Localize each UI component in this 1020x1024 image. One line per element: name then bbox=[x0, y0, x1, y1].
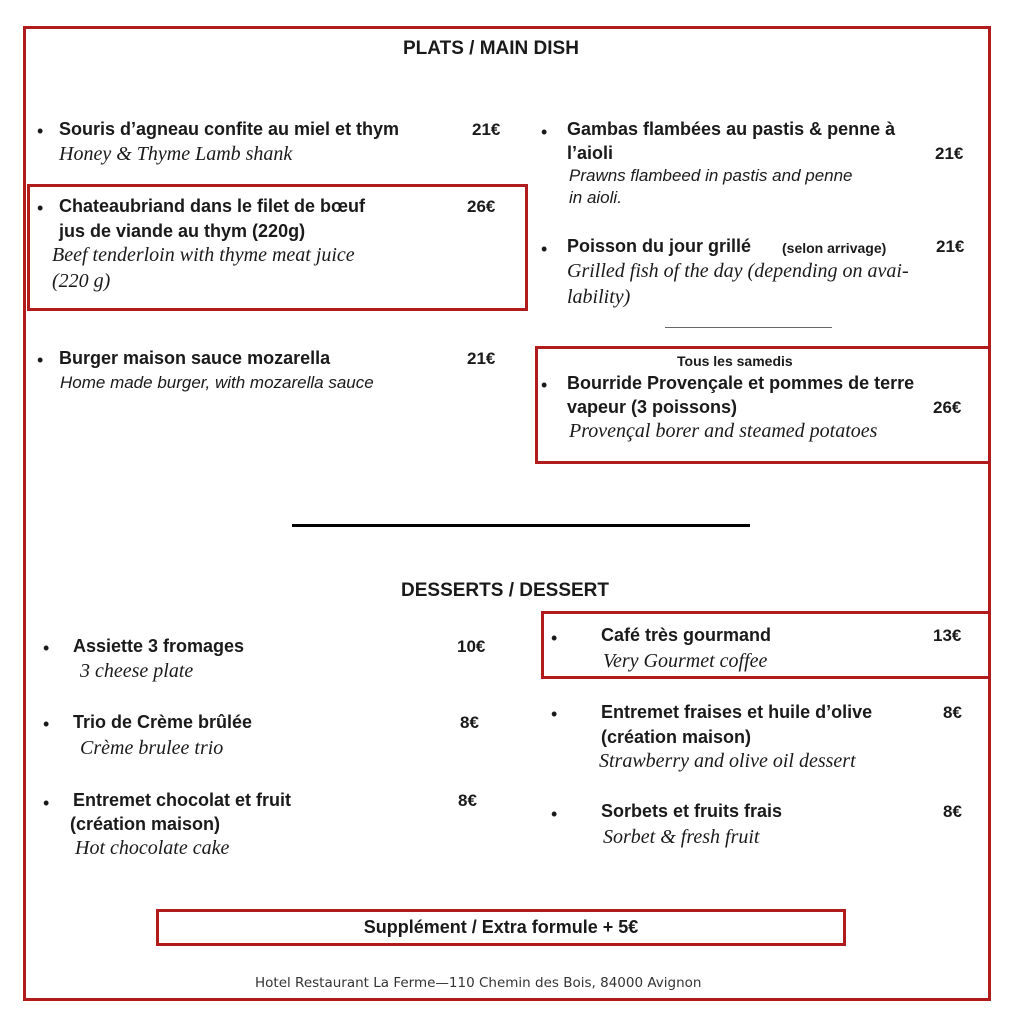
bullet: • bbox=[43, 714, 50, 734]
bullet: • bbox=[37, 350, 44, 370]
dessert-name: Trio de Crème brûlée bbox=[73, 712, 253, 732]
footer-address: Hotel Restaurant La Ferme—110 Chemin des Bois, 84000 Avignon bbox=[255, 975, 702, 991]
bullet: • bbox=[541, 375, 548, 395]
dessert-name: (création maison) bbox=[70, 814, 221, 834]
dessert-english: 3 cheese plate bbox=[80, 660, 194, 682]
dessert-english: Very Gourmet coffee bbox=[603, 650, 768, 672]
divider-short bbox=[665, 327, 832, 328]
dessert-english: Sorbet & fresh fruit bbox=[603, 826, 760, 848]
dish-price: 26€ bbox=[933, 398, 962, 417]
dish-price: 21€ bbox=[936, 237, 965, 256]
dish-english: Provençal borer and steamed potatoes bbox=[569, 420, 878, 442]
dessert-name: Café très gourmand bbox=[601, 625, 772, 645]
dessert-price: 13€ bbox=[933, 626, 962, 645]
dessert-name: Entremet fraises et huile d’olive bbox=[601, 702, 873, 722]
dish-english: (220 g) bbox=[52, 270, 111, 292]
dish-price: 21€ bbox=[467, 349, 496, 368]
dish-header: Tous les samedis bbox=[677, 353, 793, 369]
dessert-name: Assiette 3 fromages bbox=[73, 636, 245, 656]
dessert-price: 8€ bbox=[943, 802, 962, 821]
dish-price: 21€ bbox=[935, 144, 964, 163]
dessert-price: 8€ bbox=[943, 703, 962, 722]
dish-name: Souris d’agneau confite au miel et thym bbox=[59, 119, 400, 139]
dish-english: in aioli. bbox=[569, 188, 622, 207]
dish-english: Honey & Thyme Lamb shank bbox=[59, 143, 293, 165]
dish-english: Prawns flambeed in pastis and penne bbox=[569, 166, 853, 185]
dessert-name: (création maison) bbox=[601, 727, 752, 747]
dish-price: 26€ bbox=[467, 197, 496, 216]
dish-english: lability) bbox=[567, 286, 631, 308]
dessert-price: 10€ bbox=[457, 637, 486, 656]
bullet: • bbox=[541, 239, 548, 259]
bullet: • bbox=[551, 628, 558, 648]
dish-name: l’aioli bbox=[567, 143, 614, 163]
dessert-price: 8€ bbox=[458, 791, 477, 810]
dessert-english: Hot chocolate cake bbox=[75, 837, 230, 859]
section-title-desserts: DESSERTS / DESSERT bbox=[401, 580, 609, 601]
dish-english: Home made burger, with mozarella sauce bbox=[60, 373, 374, 392]
dessert-name: Sorbets et fruits frais bbox=[601, 801, 783, 821]
dish-english: Beef tenderloin with thyme meat juice bbox=[52, 244, 355, 266]
bullet: • bbox=[551, 704, 558, 724]
bullet: • bbox=[43, 638, 50, 658]
bullet: • bbox=[551, 804, 558, 824]
bullet: • bbox=[37, 121, 44, 141]
bullet: • bbox=[37, 198, 44, 218]
supplement-text: Supplément / Extra formule + 5€ bbox=[363, 917, 639, 937]
dish-name: vapeur (3 poissons) bbox=[567, 397, 738, 417]
dish-name: jus de viande au thym (220g) bbox=[59, 221, 306, 241]
dish-name: Chateaubriand dans le filet de bœuf bbox=[59, 196, 366, 216]
dish-english: Grilled fish of the day (depending on avai- bbox=[567, 260, 909, 282]
section-divider bbox=[292, 524, 750, 527]
dish-price: 21€ bbox=[472, 120, 501, 139]
dessert-english: Crème brulee trio bbox=[80, 737, 224, 759]
dish-name: Poisson du jour grillé bbox=[567, 236, 752, 256]
dessert-price: 8€ bbox=[460, 713, 479, 732]
dish-name: Bourride Provençale et pommes de terre bbox=[567, 373, 915, 393]
bullet: • bbox=[43, 793, 50, 813]
dish-note: (selon arrivage) bbox=[782, 240, 887, 256]
dish-name: Burger maison sauce mozarella bbox=[59, 348, 331, 368]
bullet: • bbox=[541, 122, 548, 142]
dessert-name: Entremet chocolat et fruit bbox=[73, 790, 292, 810]
dessert-english: Strawberry and olive oil dessert bbox=[599, 750, 856, 772]
section-title-main: PLATS / MAIN DISH bbox=[403, 38, 579, 59]
dish-name: Gambas flambées au pastis & penne à bbox=[567, 119, 896, 139]
